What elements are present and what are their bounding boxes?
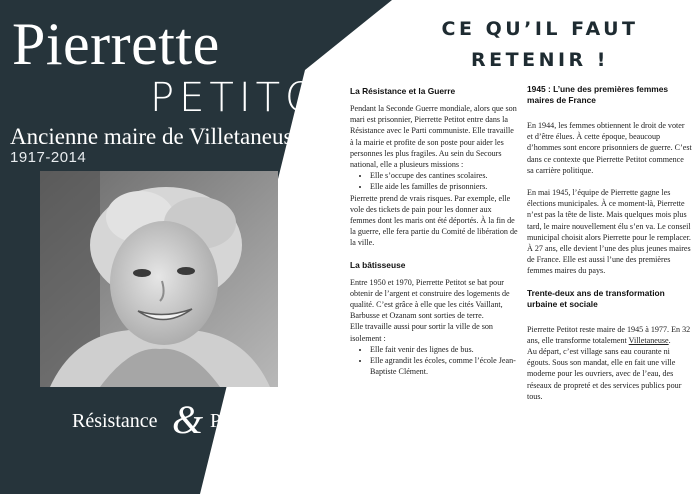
heading-line-2: RETENIR !: [471, 49, 609, 71]
villetaneuse-link[interactable]: Villetaneuse: [628, 335, 669, 345]
section-title-trente-deux-ans: Trente-deux ans de transformation urbaine et sociale: [527, 287, 665, 309]
heading-line-1: CE QU’IL FAUT: [441, 18, 639, 40]
resistance-para-1: Pendant la Seconde Guerre mondiale, alors que son mari est prisonnier, Pierrette Petitot entre dans la Résistance avec le Parti communiste. Elle travaille à la mairie et profite de son poste pour aider les personnes les plus fragiles. Au sein du Secours national, elle a plusieurs missions :: [350, 104, 517, 170]
name-first: Pierrette: [12, 11, 220, 77]
section-title-batisseuse: La bâtisseuse: [350, 259, 406, 270]
1945-para-2: En mai 1945, l’équipe de Pierrette gagne les élections municipales. À ce moment-là, Pierrette n’est pas la tête de liste. Mais quelques mois plus tard, le maire nouvellement élu s’en va. Le conseil municipal choisit alors Pierrette pour le remplacer.: [527, 188, 691, 242]
trente-deux-para-1: [527, 324, 692, 346]
tagline: [72, 398, 312, 450]
name-last: PETITOT: [150, 75, 351, 121]
list-item: • Elle aide les familles de prisonniers.: [370, 181, 518, 192]
batisseuse-para-2: Elle travaille aussi pour sortir la ville de son isolement :: [350, 322, 493, 343]
column-left: [350, 86, 518, 377]
section-title-1945: 1945 : L’une des premières femmes maires de France: [527, 84, 669, 105]
life-dates: 1917-2014: [10, 149, 87, 166]
list-item: • Elle fait venir des lignes de bus.: [370, 344, 518, 355]
batisseuse-list: [350, 344, 518, 378]
tagline-primaute: Primauté: [210, 410, 283, 432]
resistance-missions-list: [350, 170, 518, 192]
tagline-ampersand: &: [172, 397, 204, 442]
tagline-resistance: Résistance: [72, 410, 158, 432]
main-heading: [392, 14, 688, 76]
trente-deux-para-1-text: Pierrette Petitot reste maire de 1945 à 1977. En 32 ans, elle transforme totalement: [527, 324, 691, 345]
column-right: [527, 84, 692, 402]
1945-para-3: À 27 ans, elle devient l’une des plus jeunes maires de France. Elle est aussi l’une des premières femmes maires du pays.: [527, 244, 691, 276]
list-item: • Elle agrandit les écoles, comme l’école Jean-Baptiste Clément.: [370, 355, 518, 377]
list-item: • Elle s’occupe des cantines scolaires.: [370, 170, 518, 181]
resistance-para-2: Pierrette prend de vrais risques. Par exemple, elle vole des tickets de pain pour les donner aux femmes dont les maris ont été déportés. À la fin de la guerre, elle fera partie du Comité de libération de la ville.: [350, 193, 518, 248]
batisseuse-para-1: Entre 1950 et 1970, Pierrette Petitot se bat pour obtenir de l’argent et construire des logements de qualité. C’est grâce à elle que les cités Vaillant, Barbusse et Ozanam sont sorties de terre.: [350, 277, 510, 321]
1945-para-1: En 1944, les femmes obtiennent le droit de voter et d’être élues. À cette époque, beaucoup d’hommes sont encore prisonniers de guerre. C’est dans ce contexte que Pierrette Petitot commence sa carrière politique.: [527, 121, 692, 175]
trente-deux-para-1-end: .: [668, 335, 671, 345]
section-title-resistance: La Résistance et la Guerre: [350, 86, 456, 96]
trente-deux-para-2: Au départ, c’est village sans eau courante ni égouts. Sous son mandat, elle en fait une ville moderne pour les ouvriers, avec de l’eau, des réseaux de propreté et des services publics pour tous.: [527, 347, 682, 401]
subtitle: Ancienne maire de Villetaneuse: [10, 124, 303, 149]
portrait-illustration: [40, 171, 278, 387]
portrait-photo: [40, 171, 278, 387]
